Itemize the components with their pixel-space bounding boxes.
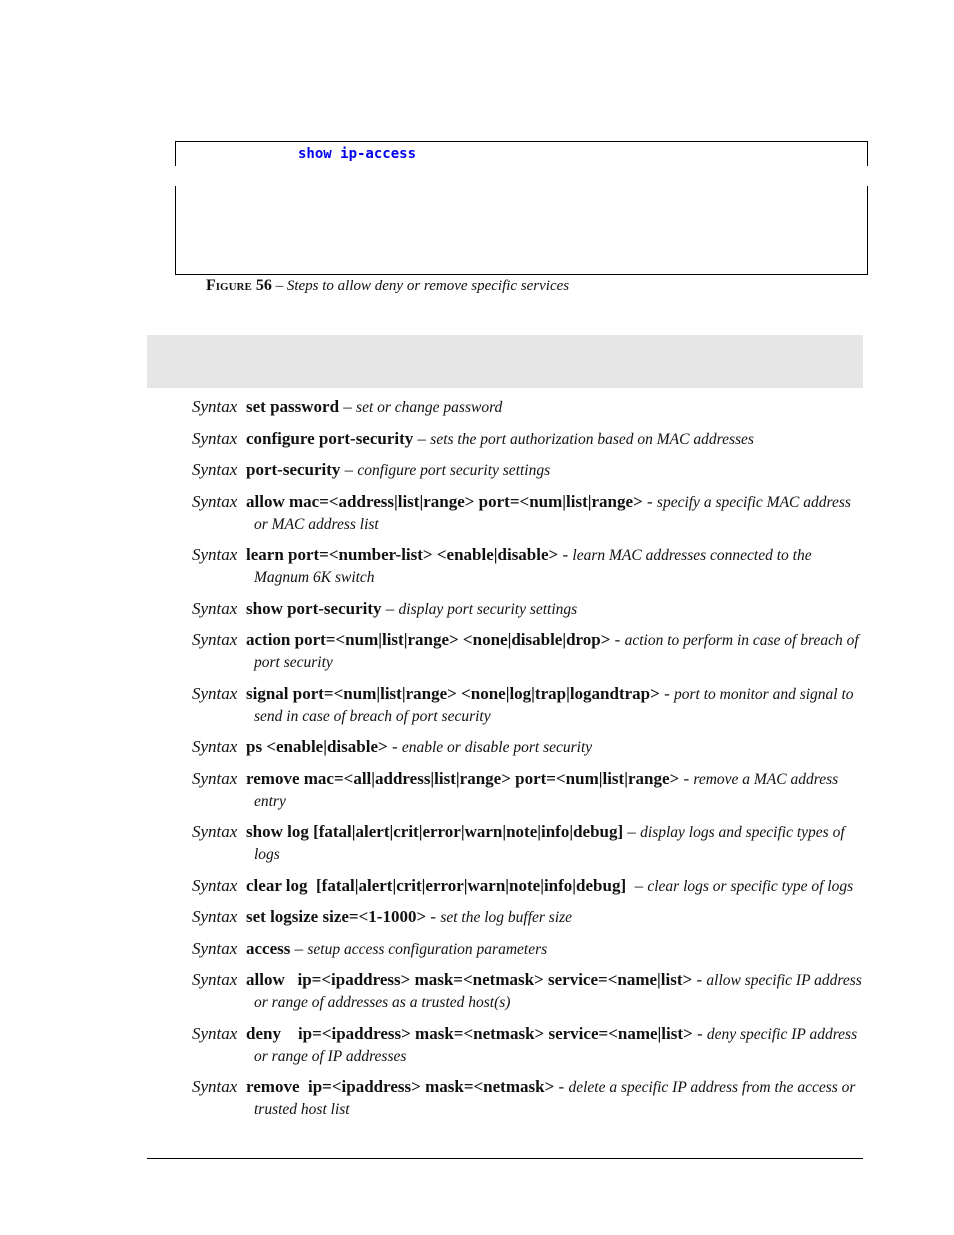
syntax-description: setup access configuration parameters <box>307 940 548 958</box>
syntax-command: remove mac=<all|address|list|range> port=<num|list|range> <box>246 768 680 788</box>
syntax-description: enable or disable port security <box>401 739 593 756</box>
syntax-separator: - <box>692 970 707 989</box>
syntax-list <box>192 396 864 1130</box>
syntax-separator: – <box>413 428 431 448</box>
syntax-description: delete a specific IP address from the access or trusted host list <box>254 1079 856 1118</box>
syntax-description: learn MAC addresses connected to the Magnum 6K switch <box>254 547 812 586</box>
syntax-separator: - <box>387 737 402 756</box>
figure-caption <box>206 277 569 295</box>
syntax-keyword: Syntax <box>192 737 238 756</box>
syntax-command: access <box>246 938 291 958</box>
syntax-entry <box>192 906 864 928</box>
syntax-separator: - <box>679 768 694 788</box>
syntax-keyword: Syntax <box>192 768 238 788</box>
syntax-description: set the log buffer size <box>440 909 573 926</box>
syntax-entry <box>192 875 864 897</box>
syntax-keyword: Syntax <box>192 630 238 649</box>
syntax-entry <box>192 459 864 481</box>
syntax-description: display port security settings <box>398 600 578 618</box>
syntax-separator: – <box>623 822 641 841</box>
syntax-separator: - <box>642 491 657 511</box>
syntax-separator: – <box>381 598 399 618</box>
syntax-keyword: Syntax <box>192 428 238 448</box>
syntax-command: signal port=<num|list|range> <none|log|trap|logandtrap> <box>246 683 660 703</box>
syntax-keyword: Syntax <box>192 907 238 926</box>
syntax-description: display logs and specific types of logs <box>254 824 845 863</box>
section-band <box>147 335 863 388</box>
syntax-separator: - <box>426 907 441 926</box>
syntax-keyword: Syntax <box>192 460 238 479</box>
syntax-description: set or change password <box>356 399 503 416</box>
syntax-command: show port-security <box>246 598 382 618</box>
syntax-description: action to perform in case of breach of port security <box>254 632 859 671</box>
syntax-command: learn port=<number-list> <enable|disable> <box>246 545 559 564</box>
syntax-entry <box>192 629 864 673</box>
syntax-keyword: Syntax <box>192 598 238 618</box>
syntax-command: allow ip=<ipaddress> mask=<netmask> service=<name|list> <box>246 970 693 989</box>
syntax-entry <box>192 821 864 865</box>
syntax-separator: – <box>626 875 648 895</box>
syntax-command: action port=<num|list|range> <none|disable|drop> <box>246 630 611 649</box>
figure-separator: – <box>275 278 284 294</box>
figure-caption-text: Steps to allow deny or remove specific services <box>286 278 570 294</box>
syntax-entry <box>192 1076 864 1120</box>
syntax-entry <box>192 396 864 418</box>
syntax-command: clear log [fatal|alert|crit|error|warn|note|info|debug] <box>246 875 627 895</box>
syntax-separator: - <box>692 1023 707 1043</box>
syntax-separator: – <box>339 397 357 416</box>
syntax-keyword: Syntax <box>192 683 238 703</box>
syntax-command: deny ip=<ipaddress> mask=<netmask> service=<name|list> <box>246 1023 693 1043</box>
box-border-gap <box>866 166 869 186</box>
syntax-keyword: Syntax <box>192 397 238 416</box>
syntax-separator: - <box>558 545 573 564</box>
syntax-description: clear logs or specific type of logs <box>647 877 854 895</box>
figure-label: Figure 56 <box>206 277 272 294</box>
syntax-separator: - <box>610 630 625 649</box>
syntax-entry <box>192 428 864 450</box>
syntax-description: configure port security settings <box>357 462 551 479</box>
box-border-gap <box>174 166 177 186</box>
syntax-keyword: Syntax <box>192 875 238 895</box>
syntax-description: specify a specific MAC address or MAC address list <box>254 493 851 533</box>
syntax-command: show log [fatal|alert|crit|error|warn|note|info|debug] <box>246 822 624 841</box>
syntax-entry <box>192 736 864 758</box>
syntax-command: configure port-security <box>246 428 414 448</box>
syntax-command: allow mac=<address|list|range> port=<num|list|range> <box>246 491 643 511</box>
syntax-keyword: Syntax <box>192 1023 238 1043</box>
syntax-entry <box>192 938 864 960</box>
syntax-description: port to monitor and signal to send in case of breach of port security <box>254 685 854 725</box>
syntax-entry <box>192 683 864 727</box>
syntax-keyword: Syntax <box>192 1077 238 1096</box>
syntax-keyword: Syntax <box>192 938 238 958</box>
syntax-separator: - <box>554 1077 569 1096</box>
syntax-separator: - <box>659 683 674 703</box>
syntax-description: deny specific IP address or range of IP addresses <box>254 1025 858 1065</box>
syntax-separator: – <box>340 460 358 479</box>
code-command: show ip-access <box>298 146 417 162</box>
syntax-entry <box>192 544 864 588</box>
footer-rule <box>147 1158 863 1159</box>
code-example-box <box>175 141 868 275</box>
syntax-command: remove ip=<ipaddress> mask=<netmask> <box>246 1077 555 1096</box>
syntax-entry <box>192 768 864 812</box>
syntax-keyword: Syntax <box>192 545 238 564</box>
syntax-entry <box>192 491 864 535</box>
syntax-command: set password <box>246 397 340 416</box>
syntax-description: sets the port authorization based on MAC addresses <box>430 430 754 448</box>
syntax-keyword: Syntax <box>192 970 238 989</box>
syntax-keyword: Syntax <box>192 491 238 511</box>
syntax-entry <box>192 1023 864 1067</box>
syntax-entry <box>192 598 864 620</box>
syntax-description: allow specific IP address or range of addresses as a trusted host(s) <box>254 972 862 1011</box>
syntax-entry <box>192 969 864 1013</box>
syntax-command: ps <enable|disable> <box>246 737 388 756</box>
syntax-keyword: Syntax <box>192 822 238 841</box>
syntax-separator: – <box>290 938 308 958</box>
syntax-description: remove a MAC address entry <box>254 770 839 810</box>
syntax-command: set logsize size=<1-1000> <box>246 907 427 926</box>
syntax-command: port-security <box>246 460 341 479</box>
